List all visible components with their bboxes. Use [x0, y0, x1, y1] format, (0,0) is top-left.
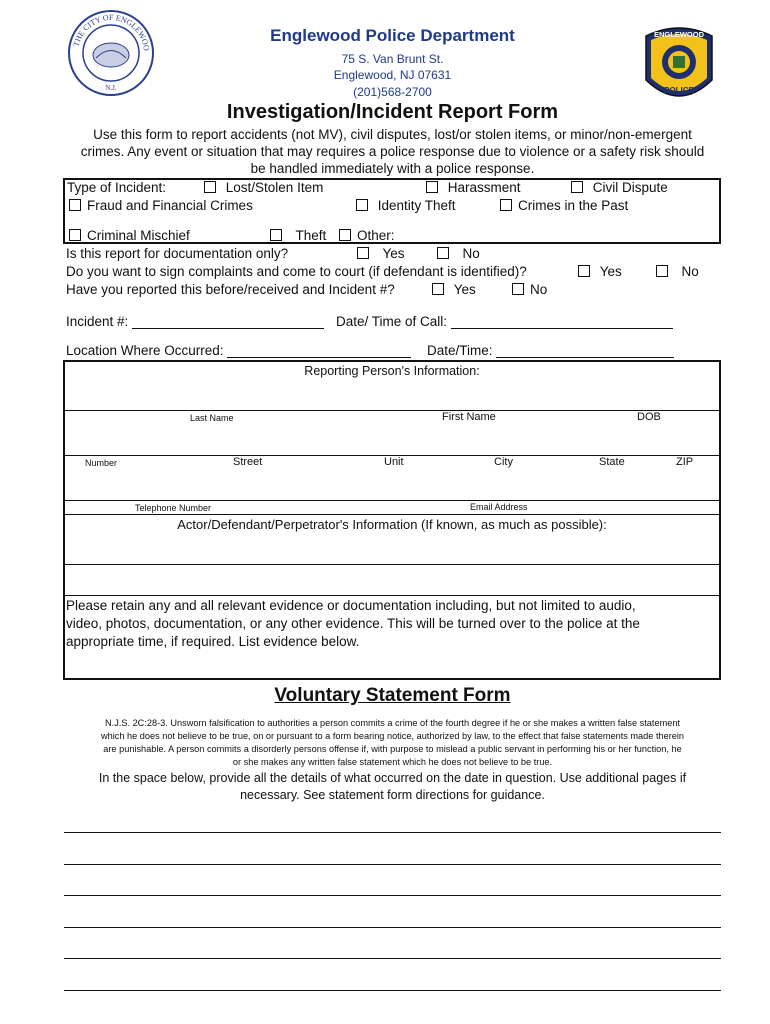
checkbox[interactable]: [500, 199, 512, 211]
department-phone: (201)568-2700: [353, 85, 432, 99]
checkbox[interactable]: [656, 265, 668, 277]
instruction-line-2: necessary. See statement form directions for guidance.: [240, 788, 545, 802]
date-time-line[interactable]: [496, 343, 674, 358]
option-lost-stolen[interactable]: [204, 180, 323, 195]
option-label: Yes: [599, 264, 622, 279]
label-zip: ZIP: [676, 456, 694, 468]
label-dob: DOB: [637, 411, 661, 423]
sign-no[interactable]: [656, 264, 699, 279]
option-label: Identity Theft: [377, 198, 456, 213]
option-label: Yes: [382, 246, 405, 261]
statement-title: Voluntary Statement Form: [274, 685, 511, 706]
date-time-call-field[interactable]: [336, 314, 673, 329]
statement-line[interactable]: [64, 864, 721, 865]
label-state: State: [599, 456, 625, 468]
label-email: Email Address: [470, 502, 528, 512]
label-street: Street: [233, 456, 263, 468]
statement-line[interactable]: [64, 958, 721, 959]
location-line[interactable]: [227, 343, 411, 358]
badge-bottom-text: POLICE: [664, 86, 694, 95]
department-address: 75 S. Van Brunt St.: [341, 52, 444, 66]
option-crimes-past[interactable]: [500, 198, 628, 213]
legal-line-3: are punishable. A person commits a disorderly persons offense if, with purpose to mislead a public servant in performing his or her function, he: [103, 744, 682, 754]
incident-number-line[interactable]: [132, 314, 324, 329]
field-label: Location Where Occurred:: [66, 343, 224, 358]
section-divider: [64, 595, 720, 596]
option-identity-theft[interactable]: [356, 198, 456, 213]
checkbox[interactable]: [437, 247, 449, 259]
option-label: Other:: [357, 228, 395, 243]
reported-yes[interactable]: [432, 282, 476, 297]
intro-line-3: be handled immediately with a police response.: [250, 161, 535, 176]
evidence-line-2: video, photos, documentation, or any other evidence. This will be turned over to the police at the: [66, 616, 640, 631]
statement-line[interactable]: [64, 895, 721, 896]
section-divider: [64, 514, 720, 515]
option-civil-dispute[interactable]: [571, 180, 668, 195]
option-label: Harassment: [447, 180, 521, 195]
checkbox[interactable]: [357, 247, 369, 259]
date-time-field[interactable]: [427, 343, 674, 358]
label-city: City: [494, 456, 513, 468]
reported-no[interactable]: [512, 282, 547, 297]
option-other[interactable]: [339, 228, 695, 243]
label-last-name: Last Name: [190, 413, 234, 423]
option-label: No: [462, 246, 480, 261]
intro-line-1: Use this form to report accidents (not MV), civil disputes, lost/or stolen items, or minor/non-emergent: [93, 127, 692, 142]
legal-line-2: which he does not believe to be true, on or pursuant to a form bearing notice, authorized by law, to the effect that false statements made therein: [100, 731, 685, 741]
checkbox[interactable]: [204, 181, 216, 193]
question-sign-complaints: Do you want to sign complaints and come to court (if defendant is identified)?: [66, 264, 527, 279]
statement-line[interactable]: [64, 832, 721, 833]
statement-line[interactable]: [64, 990, 721, 991]
doc-no[interactable]: [437, 246, 480, 261]
actor-heading: Actor/Defendant/Perpetrator's Information (If known, as much as possible):: [177, 517, 607, 532]
option-label: Criminal Mischief: [87, 228, 190, 243]
checkbox[interactable]: [270, 229, 282, 241]
option-label: Civil Dispute: [592, 180, 668, 195]
statement-line[interactable]: [64, 927, 721, 928]
option-label: Yes: [453, 282, 476, 297]
seal-text-bottom: N.J.: [105, 84, 117, 92]
field-label: Date/ Time of Call:: [336, 314, 448, 329]
label-number: Number: [85, 458, 118, 468]
incident-number-field[interactable]: [66, 314, 324, 329]
checkbox[interactable]: [571, 181, 583, 193]
instruction-line-1: In the space below, provide all the details of what occurred on the date in question. Use additional pages if: [98, 771, 687, 785]
department-city: Englewood, NJ 07631: [333, 68, 452, 82]
option-label: Theft: [295, 228, 327, 243]
checkbox[interactable]: [432, 283, 444, 295]
option-theft[interactable]: [270, 228, 326, 243]
question-reported-before: Have you reported this before/received and Incident #?: [66, 282, 395, 297]
field-label: Date/Time:: [427, 343, 493, 358]
label-first-name: First Name: [442, 411, 496, 423]
sign-yes[interactable]: [578, 264, 622, 279]
option-fraud[interactable]: [69, 198, 253, 213]
checkbox[interactable]: [356, 199, 368, 211]
evidence-line-3: appropriate time, if required. List evidence below.: [66, 634, 360, 649]
doc-yes[interactable]: [357, 246, 405, 261]
field-label: Incident #:: [66, 314, 129, 329]
checkbox[interactable]: [426, 181, 438, 193]
option-label: Crimes in the Past: [518, 198, 629, 213]
question-documentation: Is this report for documentation only?: [66, 246, 289, 261]
row-divider: [64, 564, 720, 565]
legal-line-1: N.J.S. 2C:28-3. Unsworn falsification to authorities a person commits a crime of the fourth degree if he or she makes a written false statement: [105, 718, 680, 728]
reporting-heading: Reporting Person's Information:: [304, 364, 480, 378]
row-divider: [64, 500, 720, 501]
checkbox[interactable]: [578, 265, 590, 277]
label-telephone: Telephone Number: [135, 503, 212, 513]
seal-text: THE CITY OF ENGLEWOO: [71, 12, 151, 52]
form-title: Investigation/Incident Report Form: [226, 101, 559, 123]
option-label: Fraud and Financial Crimes: [87, 198, 253, 213]
label-unit: Unit: [384, 456, 404, 468]
date-time-call-line[interactable]: [451, 314, 673, 329]
option-criminal-mischief[interactable]: [69, 228, 190, 243]
row-divider: [64, 410, 720, 411]
checkbox[interactable]: [69, 229, 81, 241]
checkbox[interactable]: [512, 283, 524, 295]
option-harassment[interactable]: [426, 180, 521, 195]
intro-line-2: crimes. Any event or situation that may requires a police response due to violence or a safety risk should: [80, 144, 705, 159]
other-input-line[interactable]: [395, 228, 695, 243]
location-field[interactable]: [66, 343, 411, 358]
badge-top-text: ENGLEWOOD: [654, 30, 704, 39]
incident-type-label: Type of Incident:: [67, 180, 167, 195]
checkbox[interactable]: [339, 229, 351, 241]
legal-line-4: or she makes any written false statement which he does not believe to be true.: [232, 757, 553, 767]
option-label: No: [530, 282, 548, 297]
department-name: Englewood Police Department: [270, 26, 515, 45]
option-label: Lost/Stolen Item: [225, 180, 324, 195]
option-label: No: [681, 264, 699, 279]
evidence-line-1: Please retain any and all relevant evidence or documentation including, but not limited to audio,: [66, 598, 636, 613]
checkbox[interactable]: [69, 199, 81, 211]
